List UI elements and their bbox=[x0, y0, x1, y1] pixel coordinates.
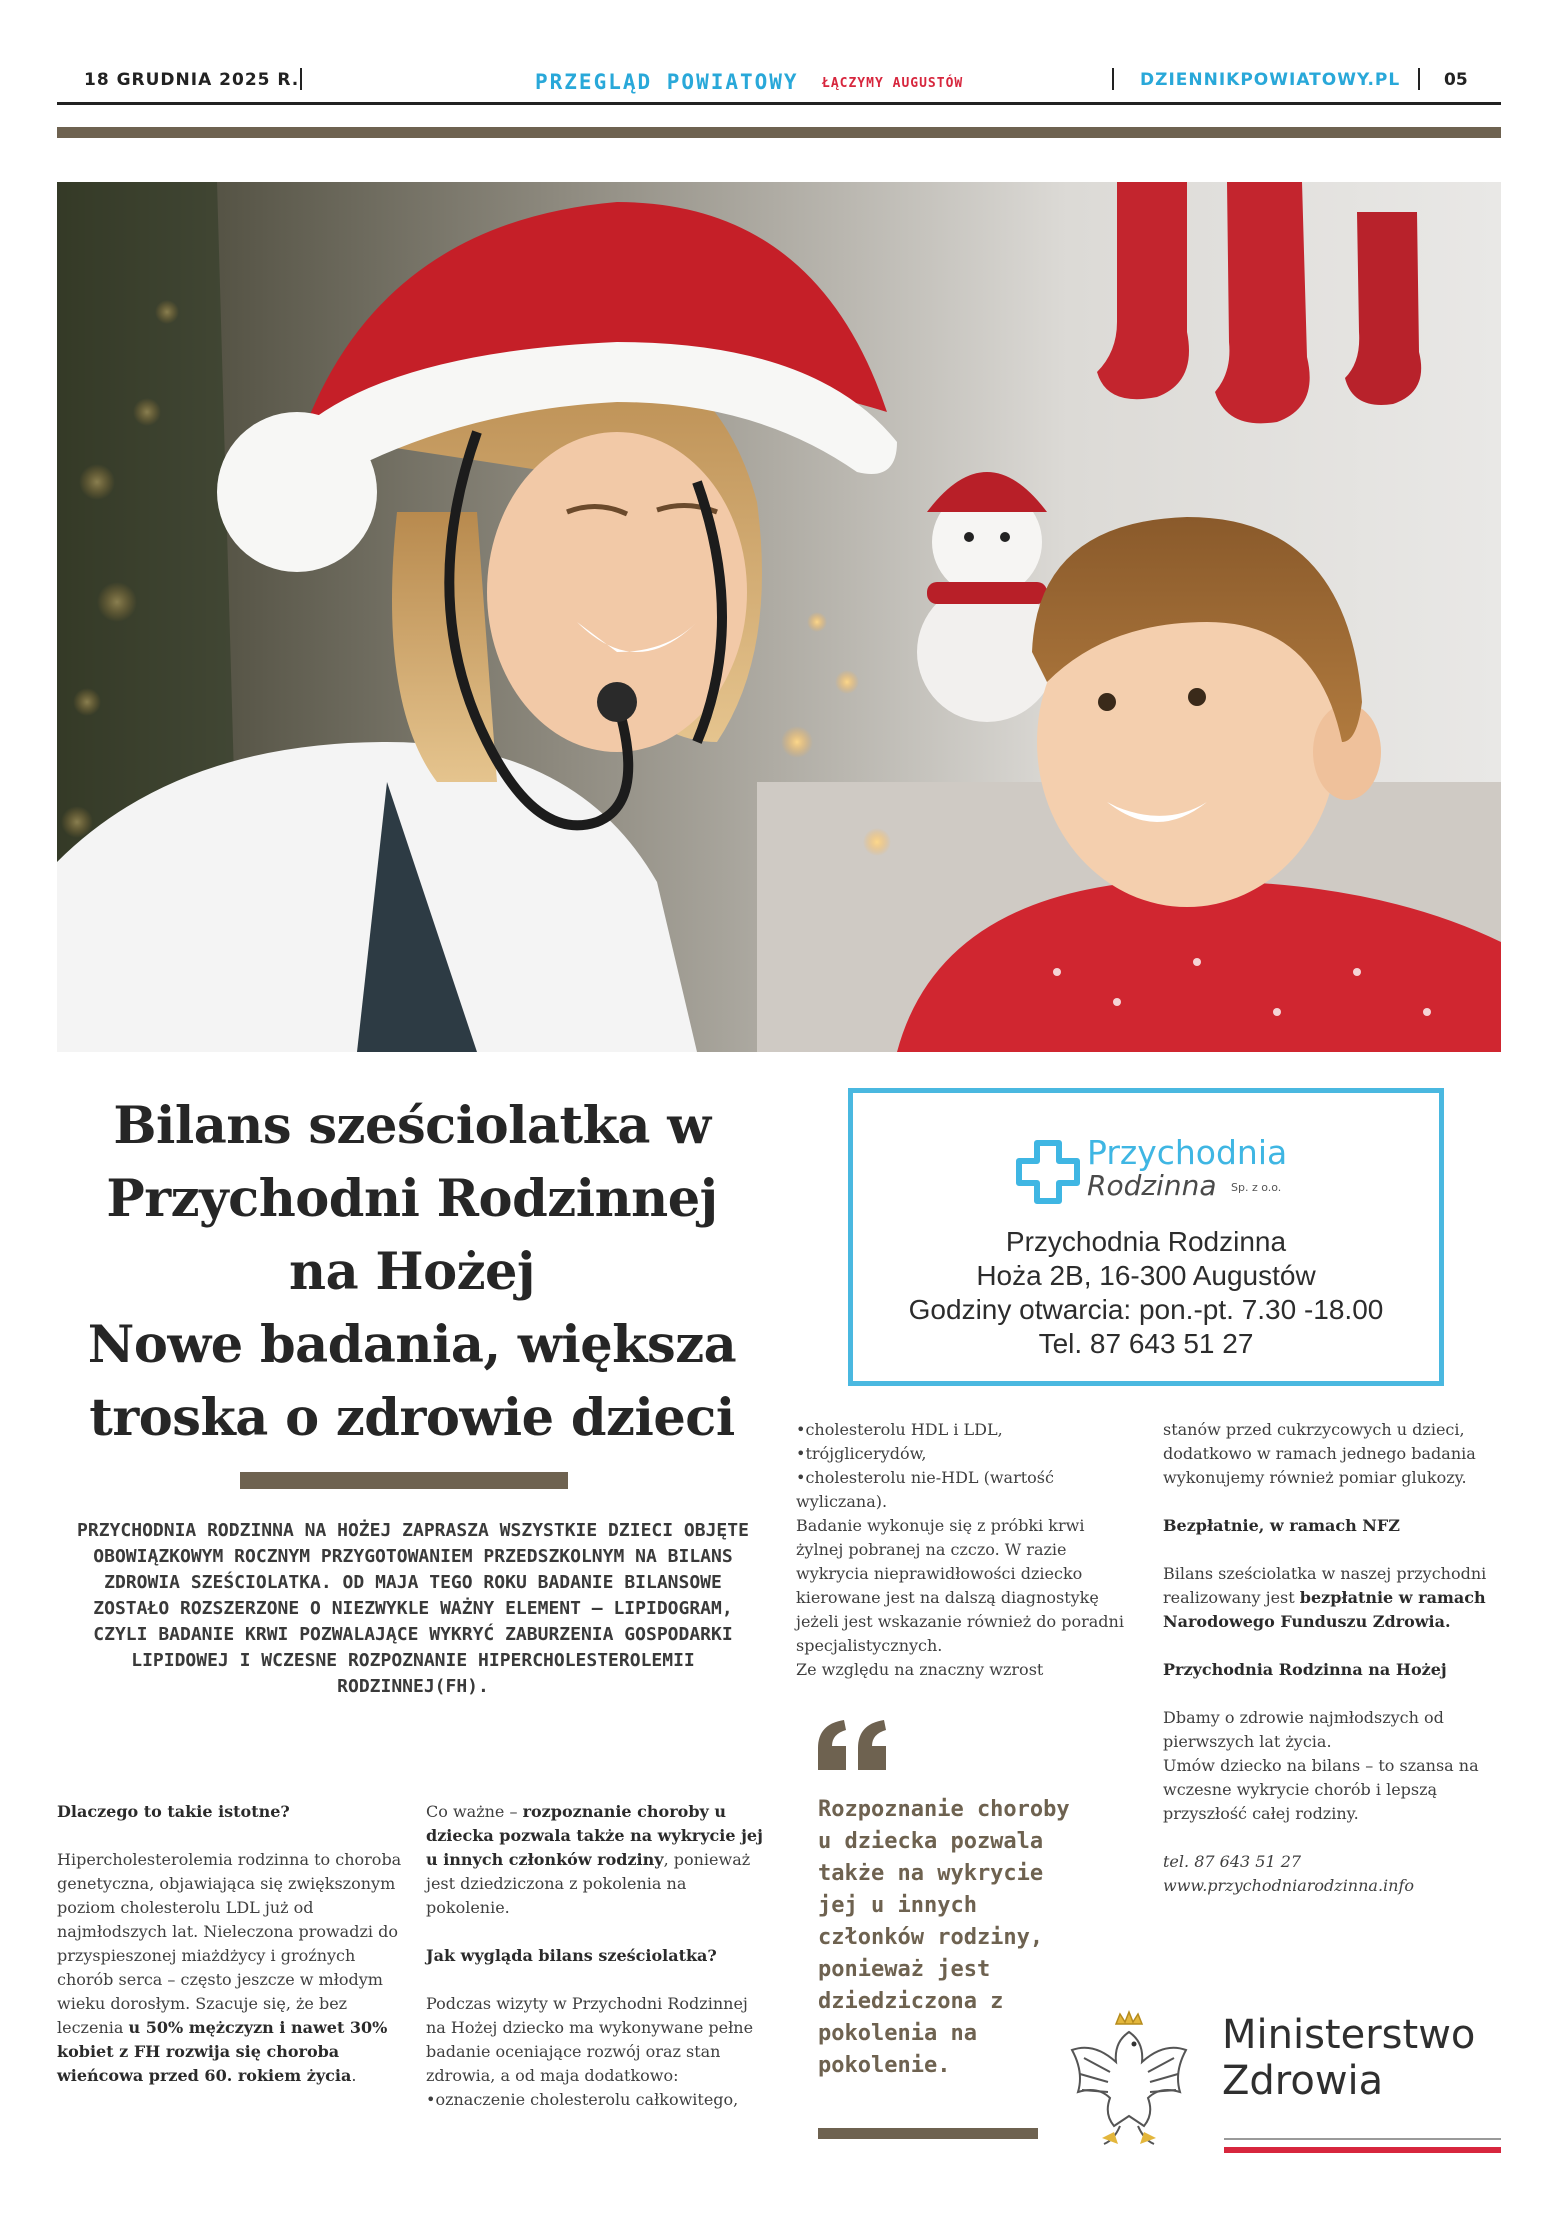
paragraph: Co ważne – bbox=[426, 1802, 518, 1821]
ministry-name-line2: Zdrowia bbox=[1222, 2058, 1384, 2104]
clinic-phone[interactable]: Tel. 87 643 51 27 bbox=[1038, 1328, 1254, 1359]
hero-photo bbox=[57, 182, 1501, 1052]
bullet-item: •cholesterolu HDL i LDL, bbox=[796, 1420, 1003, 1439]
paragraph-emphasis: u 50% mężczyzn i nawet 30% kobiet z FH rozwija się choroba wieńcowa przed 60. rokiem życia bbox=[57, 2018, 388, 2085]
article-lead: PRZYCHODNIA RODZINNA NA HOŻEJ ZAPRASZA WSZYSTKIE DZIECI OBJĘTE OBOWIĄZKOWYM ROCZNYM PRZYGOTOWANIEM PRZEDSZKOLNYM NA BILANS ZDROWIA SZEŚCIOLATKA. OD MAJA TEGO ROKU BADANIE BILANSOWE ZOSTAŁO ROZSZERZONE O NIEZWYKLE WAŻNY ELEMENT – LIPIDOGRAM, CZYLI BADANIE KRWI POZWALAJĄCE WYKRYĆ ZABURZENIA GOSPODARKI LIPIDOWEJ I WCZESNE ROZPOZNANIE HIPERCHOLESTEROLEMII RODZINNEJ(FH). bbox=[77, 1520, 749, 1697]
ministry-rule bbox=[1224, 2138, 1501, 2140]
header-separator bbox=[1112, 68, 1114, 90]
pull-quote-bar bbox=[818, 2128, 1038, 2139]
pull-quote: Rozpoznanie choroby u dziecka pozwala także na wykrycie jej u innych członków rodziny, ponieważ jest dziedziczona z pokolenia na pokolenie. bbox=[818, 1797, 1070, 2078]
paragraph-emphasis: rozpoznanie choroby u dziecka pozwala także na wykrycie jej u innych członków rodziny bbox=[426, 1802, 763, 1869]
clinic-name: Przychodnia Rodzinna bbox=[1005, 1226, 1287, 1257]
paragraph: stanów przed cukrzycowych u dzieci, dodatkowo w ramach jednego badania wykonujemy również pomiar glukozy. bbox=[1163, 1420, 1476, 1487]
clinic-info-box bbox=[848, 1088, 1444, 1386]
article-column-4 bbox=[1163, 1418, 1501, 1898]
headline-line: na Hożej bbox=[289, 1242, 535, 1302]
headline-line: Bilans sześciolatka w bbox=[113, 1096, 711, 1156]
bullet-item: •cholesterolu nie-HDL (wartość wyliczana). bbox=[796, 1468, 1054, 1511]
contact-phone[interactable]: tel. 87 643 51 27 bbox=[1163, 1852, 1302, 1871]
polish-eagle-emblem-icon bbox=[1064, 2002, 1194, 2152]
ministry-red-bar bbox=[1224, 2147, 1501, 2153]
headline-line: troska o zdrowie dzieci bbox=[89, 1388, 735, 1448]
publication-title: PRZEGLĄD POWIATOWY bbox=[535, 70, 799, 94]
article-column-1 bbox=[57, 1800, 413, 2088]
clinic-hours: Godziny otwarcia: pon.-pt. 7.30 -18.00 bbox=[908, 1294, 1384, 1325]
paragraph-end: . bbox=[351, 2066, 357, 2085]
headline-underline-bar bbox=[240, 1472, 568, 1489]
headline-line: Przychodni Rodzinnej bbox=[106, 1169, 718, 1229]
paragraph-end: , ponieważ jest dziedziczona z pokolenia na pokolenie. bbox=[426, 1850, 751, 1917]
section-heading: Przychodnia Rodzinna na Hożej bbox=[1163, 1660, 1447, 1679]
header-separator bbox=[1418, 68, 1420, 90]
header-bar bbox=[57, 127, 1501, 138]
clinic-address: Hoża 2B, 16-300 Augustów bbox=[976, 1260, 1316, 1291]
paragraph: Hipercholesterolemia rodzinna to choroba genetyczna, objawiająca się zwiększonym poziom cholesterolu LDL już od najmłodszych lat. Nieleczona prowadzi do przyspieszonej miażdżycy i groźnych chorób serca – często jeszcze w młodym wieku dorosłym. Szacuje się, że bez leczenia bbox=[57, 1850, 402, 2037]
paragraph: Bilans sześciolatka w naszej przychodni realizowany jest bbox=[1163, 1564, 1487, 1607]
issue-date: 18 GRUDNIA 2025 R. bbox=[84, 70, 300, 90]
paragraph-emphasis: bezpłatnie w ramach Narodowego Funduszu Zdrowia. bbox=[1163, 1588, 1486, 1631]
quote-mark-icon bbox=[814, 1718, 894, 1774]
logo-text-line1: Przychodnia bbox=[1087, 1133, 1288, 1172]
medical-cross-icon bbox=[1013, 1137, 1083, 1207]
website-link[interactable]: DZIENNIKPOWIATOWY.PL bbox=[1140, 70, 1401, 90]
article-column-3 bbox=[796, 1418, 1126, 1682]
page-number: 05 bbox=[1444, 70, 1468, 90]
paragraph: Podczas wizyty w Przychodni Rodzinnej na Hożej dziecko ma wykonywane pełne badanie oceniające rozwój oraz stan zdrowia, a od maja dodatkowo: bbox=[426, 1994, 754, 2085]
paragraph: Ze względu na znaczny wzrost bbox=[796, 1660, 1044, 1679]
header-separator bbox=[300, 68, 302, 90]
ministry-name-line1: Ministerstwo bbox=[1222, 2012, 1476, 2058]
section-heading: Dlaczego to takie istotne? bbox=[57, 1802, 290, 1821]
headline-line: Nowe badania, większa bbox=[87, 1315, 737, 1375]
header-rule bbox=[57, 102, 1501, 105]
article-headline bbox=[57, 1090, 767, 1455]
contact-website-link[interactable]: www.przychodniarodzinna.info bbox=[1163, 1876, 1415, 1895]
logo-text-line2: Rodzinna bbox=[1087, 1169, 1217, 1202]
bullet-item: •oznaczenie cholesterolu całkowitego, bbox=[426, 2090, 739, 2109]
ministry-name bbox=[1222, 2012, 1475, 2104]
hero-photo-illustration bbox=[57, 182, 1501, 1052]
article-column-2 bbox=[426, 1800, 766, 2112]
clinic-details bbox=[853, 1225, 1439, 1361]
paragraph: Umów dziecko na bilans – to szansa na wczesne wykrycie chorób i lepszą przyszłość całej rodziny. bbox=[1163, 1756, 1479, 1823]
bullet-item: •trójglicerydów, bbox=[796, 1444, 927, 1463]
section-heading: Bezpłatnie, w ramach NFZ bbox=[1163, 1516, 1400, 1535]
logo-company-suffix: Sp. z o.o. bbox=[1231, 1181, 1282, 1194]
paragraph: Badanie wykonuje się z próbki krwi żylnej pobranej na czczo. W razie wykrycia nieprawidłowości dziecko kierowane jest na dalszą diagnostykę jeżeli jest wskazanie również do poradni specjalistycznych. bbox=[796, 1516, 1124, 1655]
paragraph: Dbamy o zdrowie najmłodszych od pierwszych lat życia. bbox=[1163, 1708, 1444, 1751]
section-heading: Jak wygląda bilans sześciolatka? bbox=[426, 1946, 717, 1965]
publication-slogan: ŁĄCZYMY AUGUSTÓW bbox=[822, 76, 964, 91]
clinic-logo bbox=[1013, 1133, 1313, 1213]
